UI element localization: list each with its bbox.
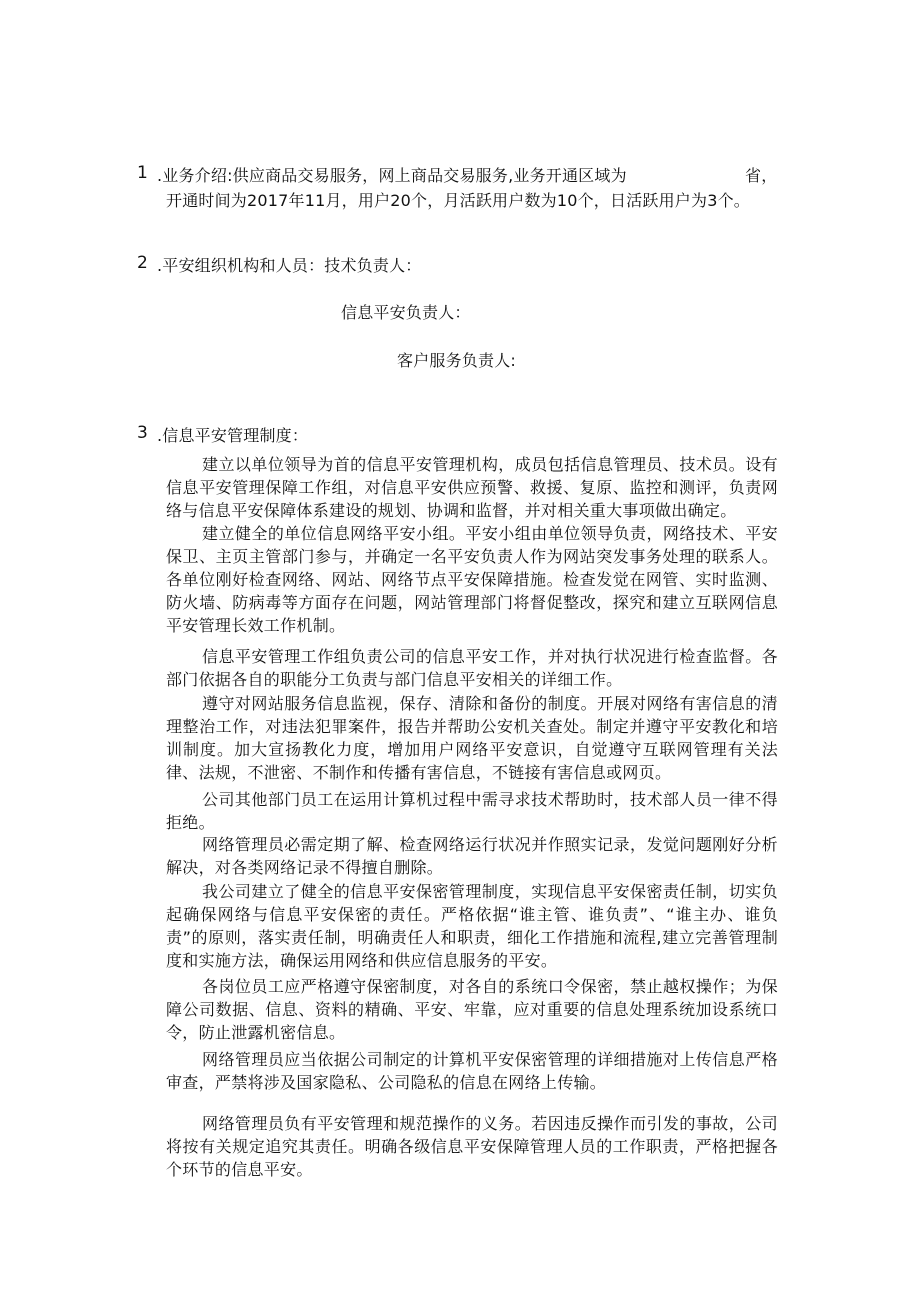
paragraph-2: 建立健全的单位信息网络平安小组。平安小组由单位领导负责，网络技术、平安保卫、主页主管部门参与，并确定一名平安负责人作为网站突发事务处理的联系人。各单位刚好检查网络、网站、网络节点平安保障措施。检查发觉在网管、实时监测、防火墙、防病毒等方面存在问题，网站管理部门将督促整改，探究和建立互联网信息平安管理长效工作机制。 xyxy=(166,524,778,635)
paragraph-10: 网络管理员负有平安管理和规范操作的义务。若因违反操作而引发的事故，公司将按有关规定追究其责任。明确各级信息平安保障管理人员的工作职责，严格把握各个环节的信息平安。 xyxy=(166,1114,778,1179)
paragraph-9: 网络管理员应当依据公司制定的计算机平安保密管理的详细措施对上传信息严格审查，严禁将涉及国家隐私、公司隐私的信息在网络上传输。 xyxy=(166,1050,778,1092)
section-2-tech-lead: .平安组织机构和人员：技术负责人： xyxy=(157,256,422,275)
section-1-line-2: 开通时间为2017年11月，用户20个，月活跃用户数为10个，日活跃用户为3个。 xyxy=(166,191,750,210)
section-1-province: 省， xyxy=(745,166,778,185)
paragraph-4: 遵守对网站服务信息监视，保存、清除和备份的制度。开展对网络有害信息的清理整治工作，对违法犯罪案件，报告并帮助公安机关查处。制定并遵守平安教化和培训制度。加大宣扬教化力度，增加用户网络平安意识，自觉遵守互联网管理有关法律、法规，不泄密、不制作和传播有害信息，不链接有害信息或网页。 xyxy=(166,694,778,782)
section-1-number: 1 xyxy=(137,163,148,183)
paragraph-5: 公司其他部门员工在运用计算机过程中需寻求技术帮助时，技术部人员一律不得拒绝。 xyxy=(166,790,778,832)
section-1-line-1: .业务介绍:供应商品交易服务，网上商品交易服务,业务开通区域为 xyxy=(157,166,627,185)
section-3-title: .信息平安管理制度： xyxy=(157,426,309,445)
section-2-customer-service-lead: 客户服务负责人: xyxy=(397,351,516,370)
paragraph-8: 各岗位员工应严格遵守保密制度，对各自的系统口令保密，禁止越权操作；为保障公司数据、信息、资料的精确、平安、牢靠，应对重要的信息处理系统加设系统口令，防止泄露机密信息。 xyxy=(166,977,778,1042)
section-2-info-security-lead: 信息平安负责人： xyxy=(341,303,471,322)
paragraph-7: 我公司建立了健全的信息平安保密管理制度，实现信息平安保密责任制，切实负起确保网络与信息平安保密的责任。严格依据“谁主管、谁负责”、“谁主办、谁负责”的原则，落实责任制，明确责任人和职责，细化工作措施和流程,建立完善管理制度和实施方法，确保运用网络和供应信息服务的平安。 xyxy=(166,882,778,970)
section-2-number: 2 xyxy=(137,253,148,273)
paragraph-1: 建立以单位领导为首的信息平安管理机构，成员包括信息管理员、技术员。设有信息平安管理保障工作组，对信息平安供应预警、救援、复原、监控和测评，负责网络与信息平安保障体系建设的规划、协调和监督，并对相关重大事项做出确定。 xyxy=(166,455,778,520)
section-3-number: 3 xyxy=(137,423,148,443)
paragraph-3: 信息平安管理工作组负责公司的信息平安工作，并对执行状况进行检查监督。各部门依据各自的职能分工负责与部门信息平安相关的详细工作。 xyxy=(166,647,778,689)
paragraph-6: 网络管理员必需定期了解、检查网络运行状况并作照实记录，发觉问题刚好分析解决，对各类网络记录不得擅自删除。 xyxy=(166,835,778,877)
